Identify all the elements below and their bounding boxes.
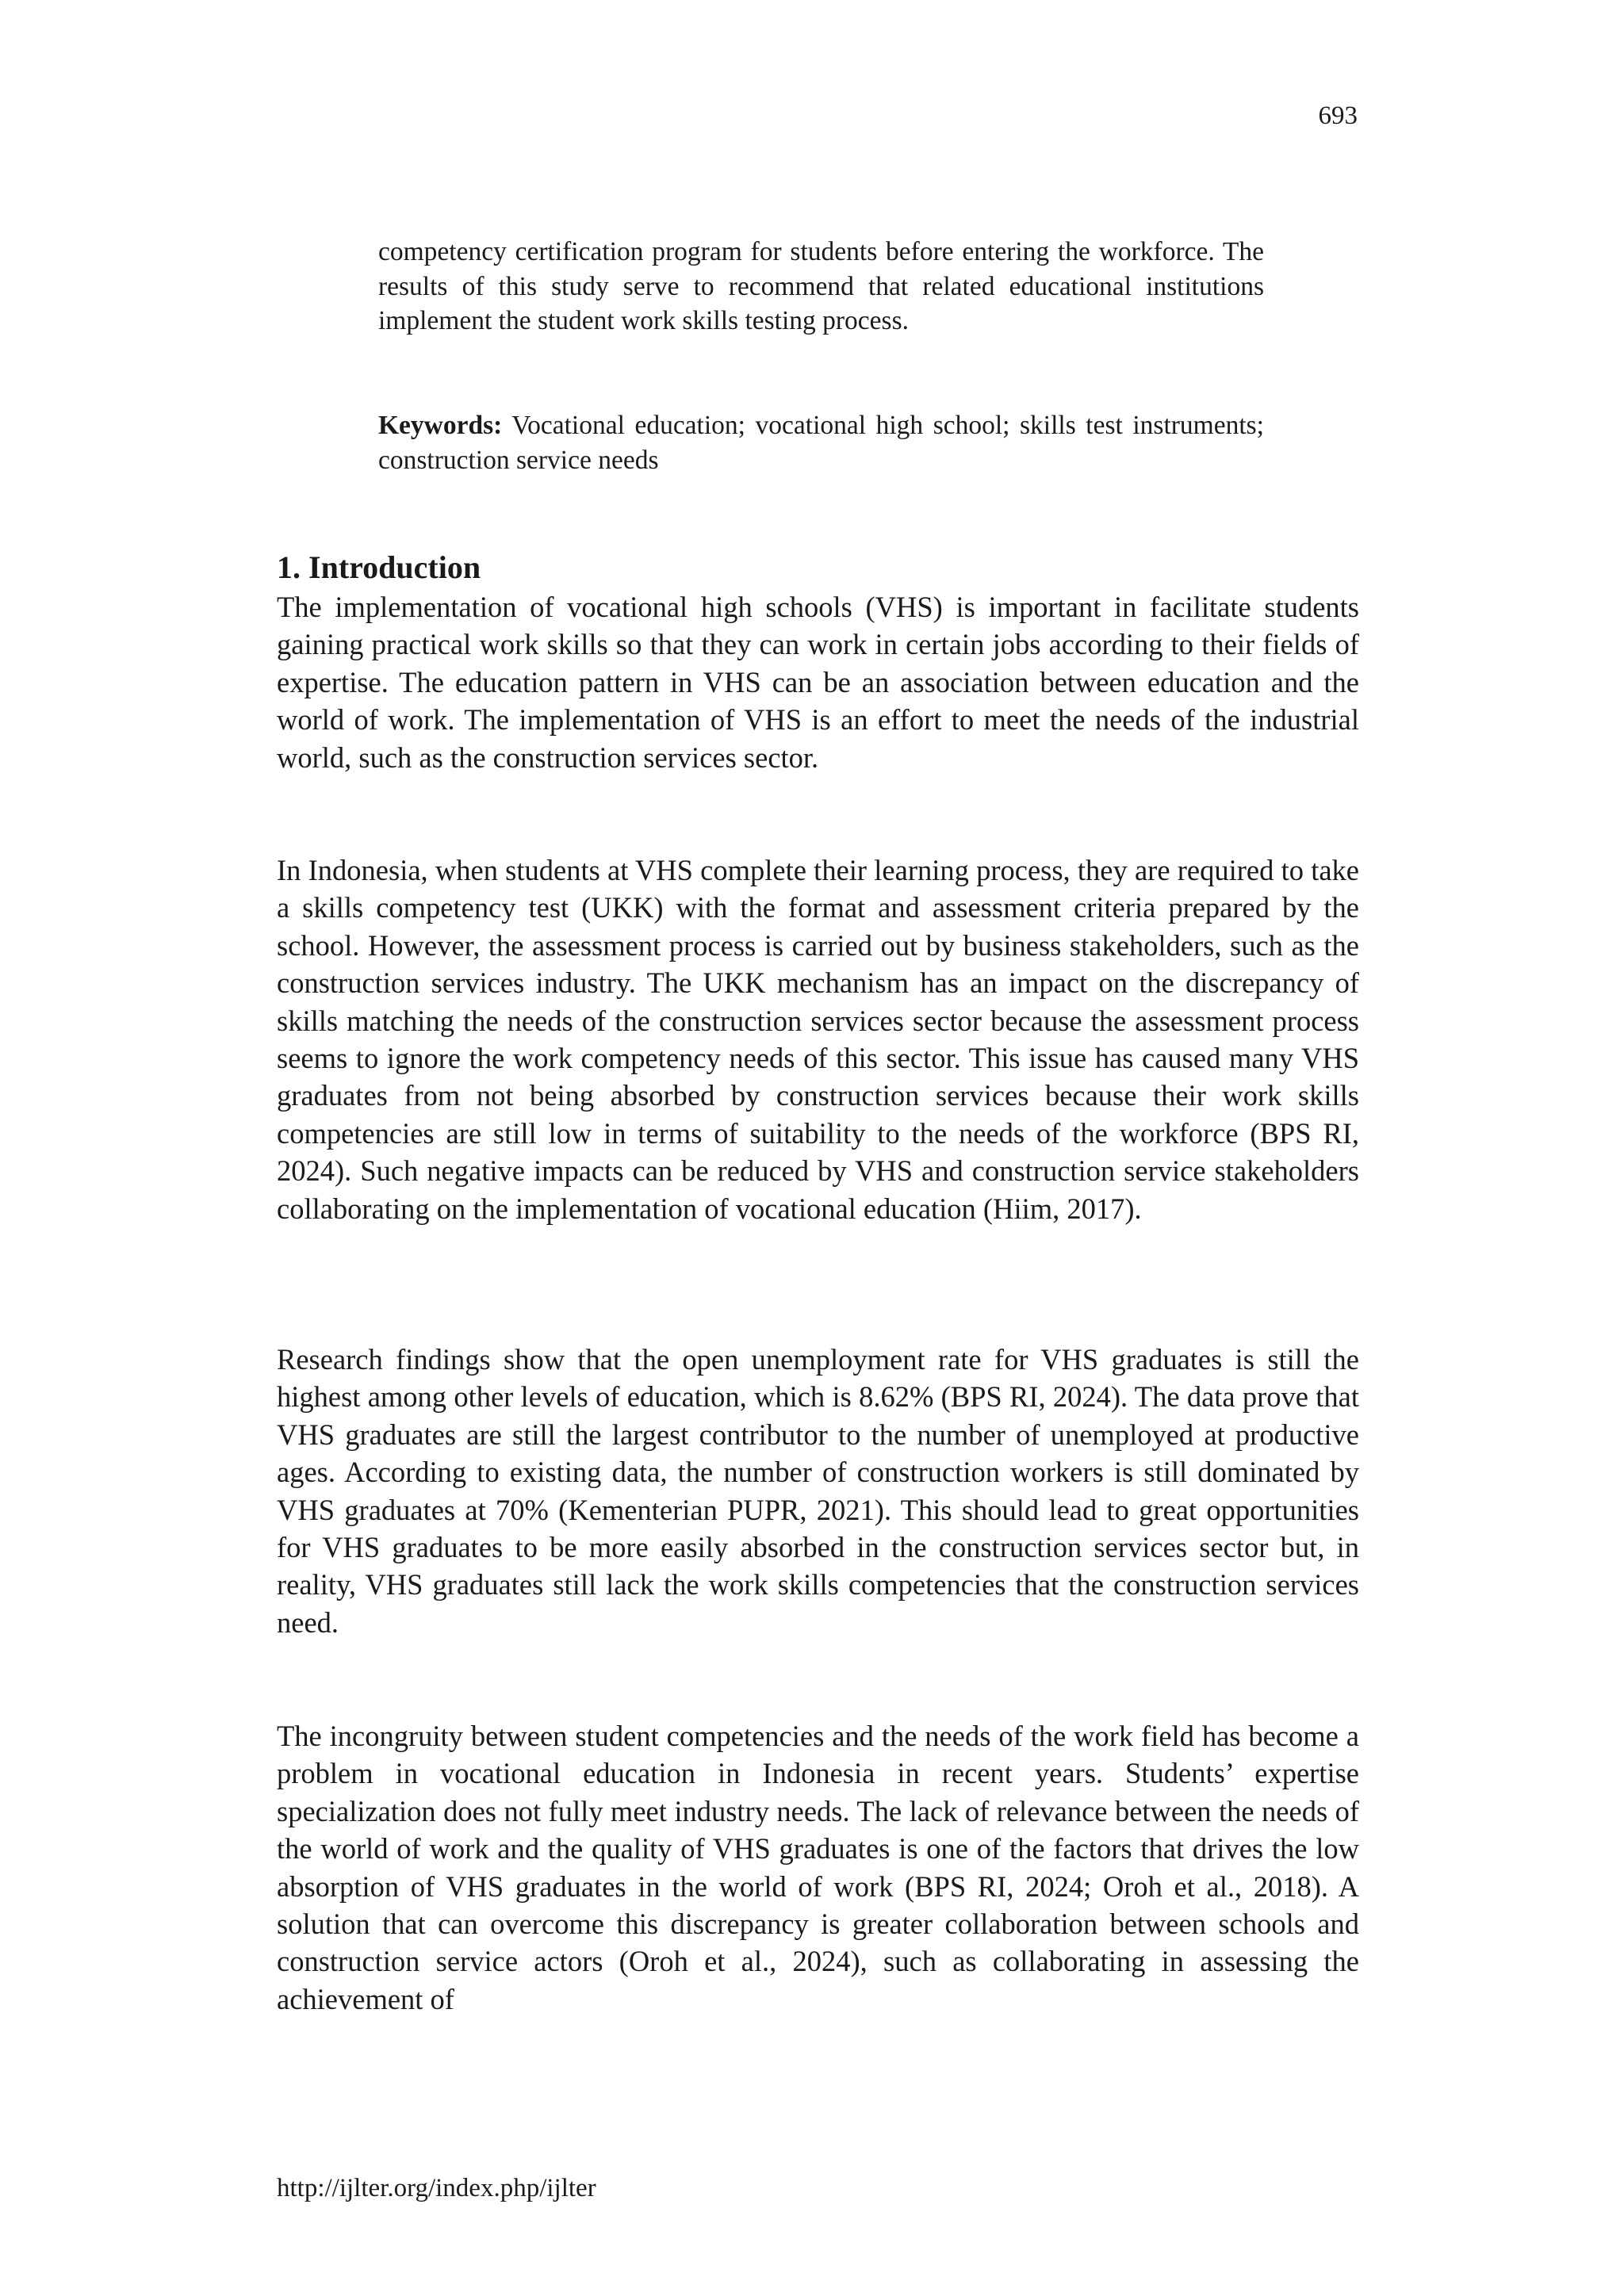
introduction-paragraph: In Indonesia, when students at VHS complete their learning process, they are required to take a skills competency test (UKK) with the format and assessment criteria prepared by the school. However, the assessment process is carried out by business stakeholders, such as the construction services industry. The UKK mechanism has an impact on the discrepancy of skills matching the needs of the construction services sector because the assessment process seems to ignore the work competency needs of this sector. This issue has caused many VHS graduates from not being absorbed by construction services because their work skills competencies are still low in terms of suitability to the needs of the workforce (BPS RI, 2024). Such negative impacts can be reduced by VHS and construction service stakeholders collaborating on the implementation of vocational education (Hiim, 2017). (277, 854, 1359, 1225)
keywords (378, 408, 1264, 477)
footer-url[interactable]: http://ijlter.org/index.php/ijlter (277, 2174, 596, 2202)
introduction-paragraph: The implementation of vocational high schools (VHS) is important in facilitate students gaining practical work skills so that they can work in certain jobs according to their fields of expertise. The education pattern in VHS can be an association between education and the world of work. The implementation of VHS is an effort to meet the needs of the industrial world, such as the construction services sector. (277, 591, 1359, 774)
abstract-continuation (378, 235, 1264, 339)
keywords-label: Keywords: (378, 411, 503, 440)
abstract-text: competency certification program for students before entering the workforce. The results of this study serve to recommend that related educational institutions implement the student work skills testing process. (378, 237, 1264, 335)
introduction-paragraph: Research findings show that the open unemployment rate for VHS graduates is still the highest among other levels of education, which is 8.62% (BPS RI, 2024). The data prove that VHS graduates are still the largest contributor to the number of unemployed at productive ages. According to existing data, the number of construction workers is still dominated by VHS graduates at 70% (Kementerian PUPR, 2021). This should lead to great opportunities for VHS graduates to be more easily absorbed in the construction services sector but, in reality, VHS graduates still lack the work skills competencies that the construction services need. (277, 1343, 1359, 1639)
page-number: 693 (1318, 101, 1358, 130)
section-heading-introduction: 1. Introduction (277, 549, 481, 585)
introduction-paragraph: The incongruity between student competencies and the needs of the work field has become a problem in vocational education in Indonesia in recent years. Students’ expertise specialization does not fully meet industry needs. The lack of relevance between the needs of the world of work and the quality of VHS graduates is one of the factors that drives the low absorption of VHS graduates in the world of work (BPS RI, 2024; Oroh et al., 2018). A solution that can overcome this discrepancy is greater collaboration between schools and construction service actors (Oroh et al., 2024), such as collaborating in assessing the achievement of (277, 1720, 1359, 2015)
keywords-text: Vocational education; vocational high school; skills test instruments; construction service needs (378, 411, 1264, 475)
